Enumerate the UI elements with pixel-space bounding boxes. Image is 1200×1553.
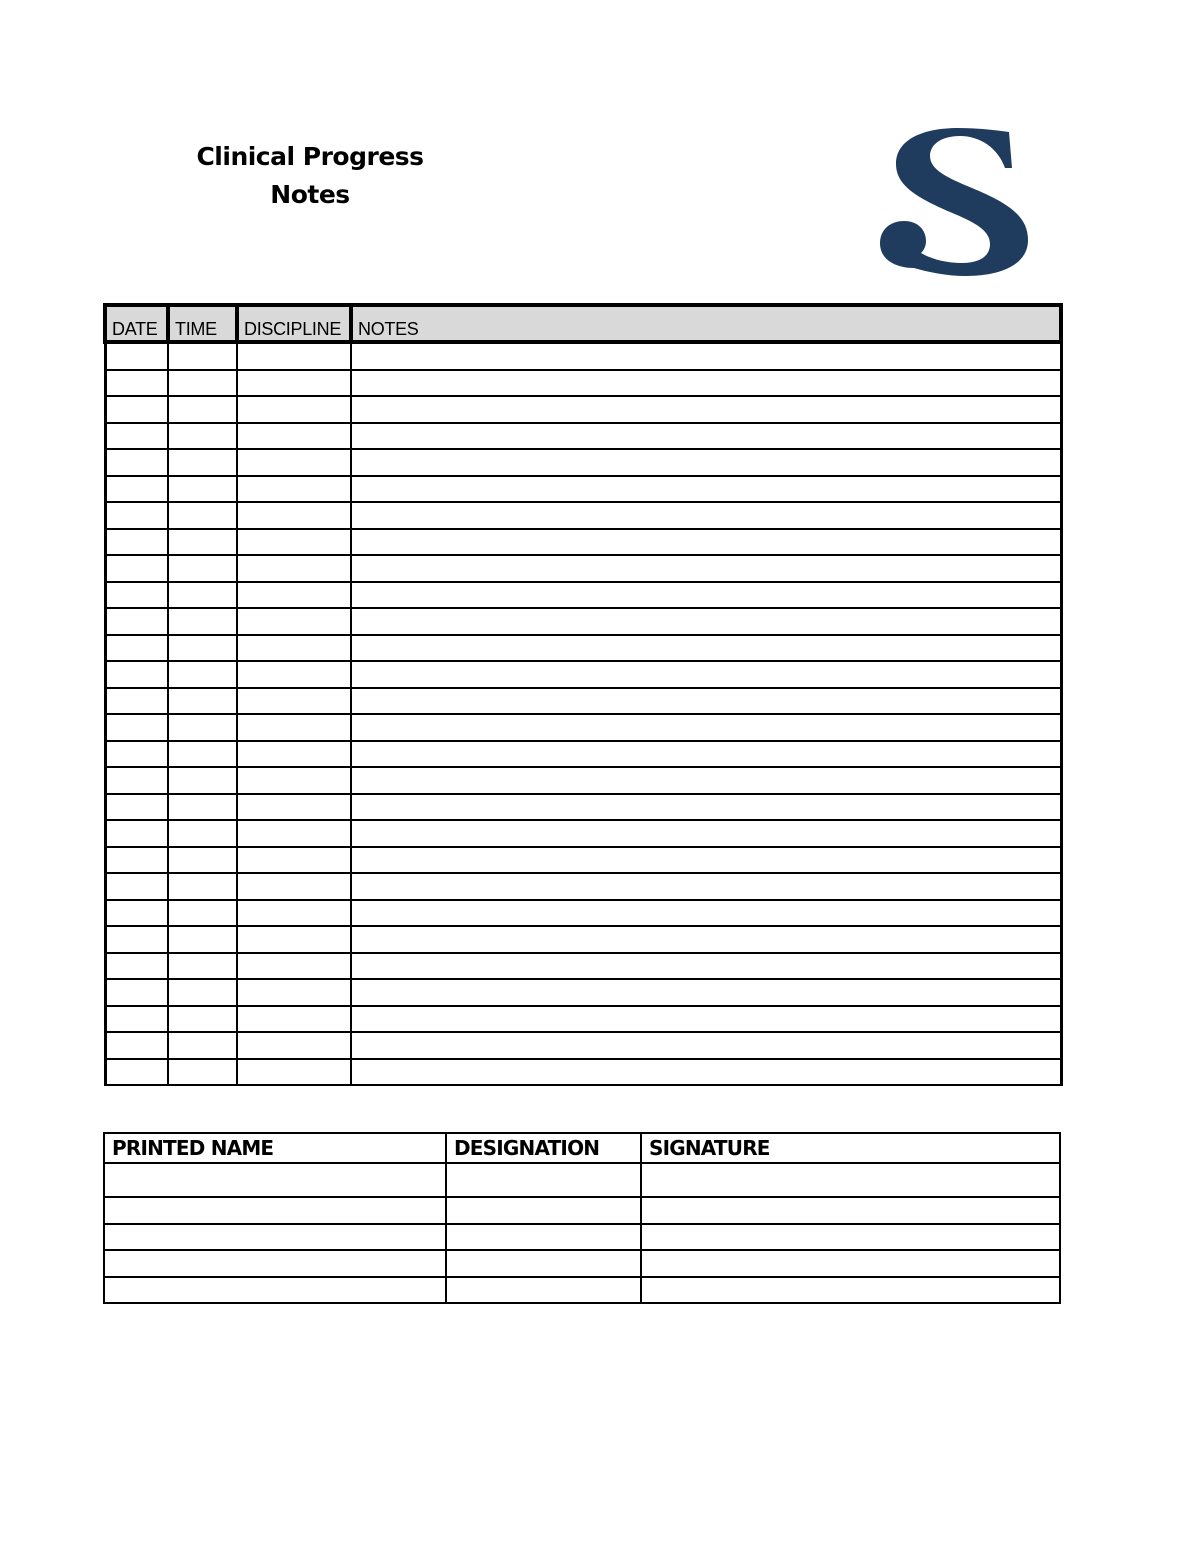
signature-row <box>104 1163 1060 1197</box>
signature-cell[interactable] <box>641 1277 1060 1304</box>
time-cell[interactable] <box>168 370 237 397</box>
letter-s-logo-icon <box>878 118 1034 282</box>
discipline-cell[interactable] <box>237 688 351 715</box>
signature-cell[interactable] <box>641 1224 1060 1251</box>
notes-cell[interactable] <box>351 476 1061 503</box>
notes-cell[interactable] <box>351 767 1061 794</box>
notes-row <box>105 476 1061 503</box>
column-header-notes: NOTES <box>351 305 1061 342</box>
discipline-cell[interactable] <box>237 847 351 874</box>
time-cell[interactable] <box>168 608 237 635</box>
notes-cell[interactable] <box>351 1006 1061 1033</box>
notes-row <box>105 741 1061 768</box>
printed-name-cell[interactable] <box>104 1163 446 1197</box>
discipline-cell[interactable] <box>237 661 351 688</box>
date-cell[interactable] <box>105 979 168 1006</box>
printed-name-cell[interactable] <box>104 1277 446 1304</box>
date-cell[interactable] <box>105 502 168 529</box>
notes-cell[interactable] <box>351 370 1061 397</box>
notes-row <box>105 688 1061 715</box>
notes-row <box>105 396 1061 423</box>
notes-row <box>105 661 1061 688</box>
notes-cell[interactable] <box>351 953 1061 980</box>
date-cell[interactable] <box>105 1059 168 1086</box>
date-cell[interactable] <box>105 794 168 821</box>
notes-cell[interactable] <box>351 714 1061 741</box>
notes-cell[interactable] <box>351 900 1061 927</box>
column-header-time: TIME <box>168 305 237 342</box>
notes-cell[interactable] <box>351 555 1061 582</box>
signature-cell[interactable] <box>641 1250 1060 1277</box>
time-cell[interactable] <box>168 741 237 768</box>
notes-table-body <box>105 342 1061 1085</box>
date-cell[interactable] <box>105 582 168 609</box>
notes-cell[interactable] <box>351 847 1061 874</box>
notes-row <box>105 979 1061 1006</box>
date-cell[interactable] <box>105 714 168 741</box>
discipline-cell[interactable] <box>237 582 351 609</box>
notes-row <box>105 847 1061 874</box>
notes-cell[interactable] <box>351 820 1061 847</box>
time-cell[interactable] <box>168 873 237 900</box>
notes-cell[interactable] <box>351 741 1061 768</box>
notes-row <box>105 767 1061 794</box>
discipline-cell[interactable] <box>237 953 351 980</box>
date-cell[interactable] <box>105 820 168 847</box>
date-cell[interactable] <box>105 529 168 556</box>
printed-name-cell[interactable] <box>104 1224 446 1251</box>
date-cell[interactable] <box>105 449 168 476</box>
time-cell[interactable] <box>168 342 237 370</box>
discipline-cell[interactable] <box>237 714 351 741</box>
discipline-cell[interactable] <box>237 396 351 423</box>
time-cell[interactable] <box>168 529 237 556</box>
notes-cell[interactable] <box>351 502 1061 529</box>
discipline-cell[interactable] <box>237 741 351 768</box>
time-cell[interactable] <box>168 979 237 1006</box>
page-title <box>190 138 430 214</box>
column-header-printed-name: PRINTED NAME <box>104 1133 446 1163</box>
discipline-cell[interactable] <box>237 635 351 662</box>
notes-row <box>105 635 1061 662</box>
column-header-discipline: DISCIPLINE <box>237 305 351 342</box>
notes-cell[interactable] <box>351 661 1061 688</box>
notes-cell[interactable] <box>351 396 1061 423</box>
discipline-cell[interactable] <box>237 423 351 450</box>
time-cell[interactable] <box>168 1006 237 1033</box>
notes-cell[interactable] <box>351 582 1061 609</box>
notes-row <box>105 502 1061 529</box>
discipline-cell[interactable] <box>237 1006 351 1033</box>
notes-row <box>105 370 1061 397</box>
time-cell[interactable] <box>168 476 237 503</box>
page-title-line-2: Notes <box>270 180 350 209</box>
discipline-cell[interactable] <box>237 1032 351 1059</box>
signature-row <box>104 1197 1060 1224</box>
signature-table-body <box>104 1163 1060 1303</box>
notes-row <box>105 529 1061 556</box>
time-cell[interactable] <box>168 953 237 980</box>
notes-cell[interactable] <box>351 1032 1061 1059</box>
discipline-cell[interactable] <box>237 476 351 503</box>
notes-row <box>105 342 1061 370</box>
date-cell[interactable] <box>105 1006 168 1033</box>
printed-name-cell[interactable] <box>104 1250 446 1277</box>
discipline-cell[interactable] <box>237 502 351 529</box>
discipline-cell[interactable] <box>237 900 351 927</box>
notes-cell[interactable] <box>351 688 1061 715</box>
date-cell[interactable] <box>105 555 168 582</box>
column-header-date: DATE <box>105 305 168 342</box>
notes-row <box>105 449 1061 476</box>
discipline-cell[interactable] <box>237 767 351 794</box>
date-cell[interactable] <box>105 688 168 715</box>
discipline-cell[interactable] <box>237 926 351 953</box>
time-cell[interactable] <box>168 423 237 450</box>
notes-cell[interactable] <box>351 608 1061 635</box>
designation-cell[interactable] <box>446 1277 641 1304</box>
discipline-cell[interactable] <box>237 370 351 397</box>
notes-row <box>105 820 1061 847</box>
time-cell[interactable] <box>168 926 237 953</box>
notes-row <box>105 926 1061 953</box>
page-title-line-1: Clinical Progress <box>196 142 424 171</box>
designation-cell[interactable] <box>446 1197 641 1224</box>
time-cell[interactable] <box>168 449 237 476</box>
signature-header-row <box>104 1133 1060 1163</box>
notes-row <box>105 555 1061 582</box>
discipline-cell[interactable] <box>237 820 351 847</box>
time-cell[interactable] <box>168 661 237 688</box>
discipline-cell[interactable] <box>237 608 351 635</box>
discipline-cell[interactable] <box>237 342 351 370</box>
signature-cell[interactable] <box>641 1163 1060 1197</box>
notes-row <box>105 714 1061 741</box>
date-cell[interactable] <box>105 767 168 794</box>
signature-row <box>104 1277 1060 1304</box>
discipline-cell[interactable] <box>237 873 351 900</box>
notes-cell[interactable] <box>351 423 1061 450</box>
time-cell[interactable] <box>168 555 237 582</box>
date-cell[interactable] <box>105 953 168 980</box>
discipline-cell[interactable] <box>237 529 351 556</box>
time-cell[interactable] <box>168 767 237 794</box>
date-cell[interactable] <box>105 396 168 423</box>
designation-cell[interactable] <box>446 1163 641 1197</box>
designation-cell[interactable] <box>446 1224 641 1251</box>
date-cell[interactable] <box>105 635 168 662</box>
notes-cell[interactable] <box>351 635 1061 662</box>
time-cell[interactable] <box>168 502 237 529</box>
date-cell[interactable] <box>105 873 168 900</box>
date-cell[interactable] <box>105 342 168 370</box>
discipline-cell[interactable] <box>237 555 351 582</box>
date-cell[interactable] <box>105 423 168 450</box>
notes-row <box>105 1059 1061 1086</box>
notes-row <box>105 1006 1061 1033</box>
date-cell[interactable] <box>105 661 168 688</box>
time-cell[interactable] <box>168 1032 237 1059</box>
date-cell[interactable] <box>105 370 168 397</box>
notes-row <box>105 423 1061 450</box>
signature-cell[interactable] <box>641 1197 1060 1224</box>
notes-cell[interactable] <box>351 873 1061 900</box>
date-cell[interactable] <box>105 741 168 768</box>
notes-cell[interactable] <box>351 342 1061 370</box>
date-cell[interactable] <box>105 476 168 503</box>
notes-row <box>105 873 1061 900</box>
discipline-cell[interactable] <box>237 794 351 821</box>
notes-row <box>105 900 1061 927</box>
notes-header-row <box>105 305 1061 342</box>
notes-row <box>105 608 1061 635</box>
notes-cell[interactable] <box>351 529 1061 556</box>
date-cell[interactable] <box>105 926 168 953</box>
time-cell[interactable] <box>168 714 237 741</box>
time-cell[interactable] <box>168 396 237 423</box>
date-cell[interactable] <box>105 608 168 635</box>
date-cell[interactable] <box>105 1032 168 1059</box>
printed-name-cell[interactable] <box>104 1197 446 1224</box>
notes-cell[interactable] <box>351 926 1061 953</box>
notes-cell[interactable] <box>351 794 1061 821</box>
time-cell[interactable] <box>168 688 237 715</box>
discipline-cell[interactable] <box>237 1059 351 1086</box>
signature-table <box>103 1132 1061 1304</box>
time-cell[interactable] <box>168 847 237 874</box>
time-cell[interactable] <box>168 794 237 821</box>
notes-row <box>105 582 1061 609</box>
notes-cell[interactable] <box>351 1059 1061 1086</box>
signature-row <box>104 1250 1060 1277</box>
notes-cell[interactable] <box>351 449 1061 476</box>
time-cell[interactable] <box>168 582 237 609</box>
discipline-cell[interactable] <box>237 979 351 1006</box>
notes-row <box>105 794 1061 821</box>
date-cell[interactable] <box>105 847 168 874</box>
progress-notes-table <box>103 303 1063 1086</box>
discipline-cell[interactable] <box>237 449 351 476</box>
notes-cell[interactable] <box>351 979 1061 1006</box>
column-header-designation: DESIGNATION <box>446 1133 641 1163</box>
time-cell[interactable] <box>168 635 237 662</box>
notes-row <box>105 953 1061 980</box>
time-cell[interactable] <box>168 1059 237 1086</box>
notes-row <box>105 1032 1061 1059</box>
column-header-signature: SIGNATURE <box>641 1133 1060 1163</box>
designation-cell[interactable] <box>446 1250 641 1277</box>
time-cell[interactable] <box>168 820 237 847</box>
time-cell[interactable] <box>168 900 237 927</box>
signature-row <box>104 1224 1060 1251</box>
date-cell[interactable] <box>105 900 168 927</box>
